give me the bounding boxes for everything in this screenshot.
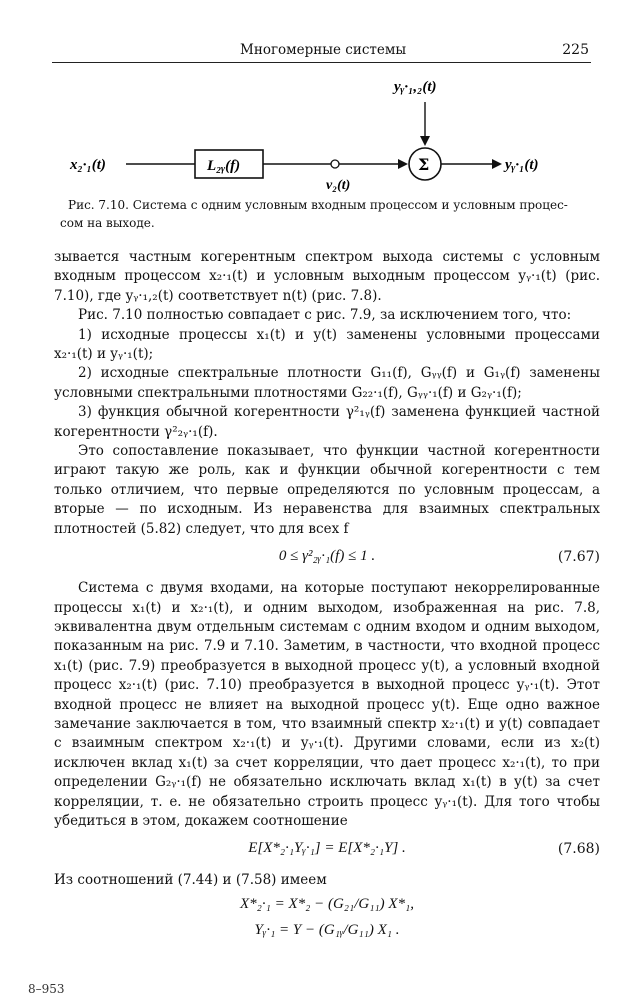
equation-x-star-body: X*₂·₁ = X*₂ − (G₂₁/G₁₁) X*₁,	[239, 895, 415, 912]
list-item-3: 3) функция обычной когерентности γ²₁ᵧ(f) заменена функцией частной когерентности γ²₂ᵧ·₁(f).	[54, 404, 600, 440]
paragraph-3: Это сопоставление показывает, что функции частной когерентности играют такую же роль, как и функции обычной когерентности с тем только отличием, что первые определяются по условным процессам, а вторые — по исходным. Из неравенства для взаимных спектральных плотностей (5.82) следует, что для всех f	[54, 443, 600, 537]
caption-line-2: сом на выходе.	[60, 216, 155, 230]
noise-label: v₂(t)	[326, 178, 351, 193]
paragraph-4: Система с двумя входами, на которые поступают некоррелированные процессы x₁(t) и x₂·₁(t), и одним выходом, изображенная на рис. 7.8, эквивалентна двум отдельным системам с одним входом и одним выходом, показанным на рис. 7.9 и 7.10. Заметим, в частности, что входной процесс x₁(t) (рис. 7.9) преобразуется в выходной процесс y(t), а условный входной процесс x₂·₁(t) (рис. 7.10) преобразуется в выходной процесс yᵧ·₁(t). Этот входной процесс не влияет на выходной процесс y(t). Еще одно важное замечание заключается в том, что взаимный спектр x₂·₁(t) и y(t) совпадает с взаимным спектром x₂·₁(t) и yᵧ·₁(t). Другими словами, если из x₂(t) исключен вклад x₁(t) за счет корреляции, что дает процесс x₂·₁(t), то при определении G₂ᵧ·₁(f) не обязательно исключать вклад x₁(t) в y(t) за счет корреляции, т. е. не обязательно строить процесс yᵧ·₁(t). Для того чтобы убедиться в этом, докажем соотношение	[54, 580, 600, 829]
signature-mark: 8–953	[28, 982, 65, 996]
list-item-1: 1) исходные процессы x₁(t) и y(t) заменены условными процессами x₂·₁(t) и yᵧ·₁(t);	[54, 326, 600, 363]
junction-node	[331, 160, 339, 168]
running-header	[52, 40, 591, 63]
diagram-top-input-label: yᵧ·₁,₂(t)	[394, 79, 437, 95]
paragraph-2: Рис. 7.10 полностью совпадает с рис. 7.9, за исключением того, что:	[78, 307, 572, 324]
summer-symbol: Σ	[418, 155, 430, 174]
body-text	[54, 248, 600, 947]
equation-y-cond	[54, 919, 600, 947]
page-number: 225	[562, 42, 589, 58]
equation-7-68-body: E[X*₂·₁Yᵧ·₁] = E[X*₂·₁Y] .	[248, 840, 406, 857]
equation-7-68-number: (7.68)	[557, 841, 600, 858]
top-input-arrowhead	[420, 136, 430, 146]
list-item-2: 2) исходные спектральные плотности G₁₁(f), Gᵧᵧ(f) и G₁ᵧ(f) заменены условными спектральными плотностями G₂₂·₁(f), Gᵧᵧ·₁(f) и G₂ᵧ·₁(f);	[54, 365, 600, 401]
equation-y-cond-body: Yᵧ·₁ = Y − (G₁ᵧ/G₁₁) X₁ .	[254, 921, 400, 938]
figure-caption	[60, 196, 600, 232]
equation-x-star	[54, 891, 600, 919]
running-title: Многомерные системы	[240, 42, 407, 58]
equation-7-67-body: 0 ≤ γ²₂ᵧ·₁(f) ≤ 1 .	[278, 548, 376, 565]
paragraph-5: Из соотношений (7.44) и (7.58) имеем	[54, 872, 327, 889]
equation-7-67-number: (7.67)	[557, 549, 600, 566]
block-diagram	[60, 74, 590, 194]
caption-line-1: Рис. 7.10. Система с одним условным входным процессом и условным процес-	[68, 198, 568, 212]
diagram-output-label: yᵧ·₁(t)	[505, 157, 539, 173]
equation-7-67	[54, 539, 600, 579]
paragraph-1: зывается частным когерентным спектром выхода системы с условным входным процессом x₂·₁(t) и условным выходным процессом yᵧ·₁(t) (рис. 7.10), где yᵧ·₁,₂(t) соответствует n(t) (рис. 7.8).	[54, 249, 600, 304]
summer-arrowhead	[398, 159, 408, 169]
diagram-input-label: x₂·₁(t)	[70, 157, 106, 173]
filter-label: L₂ᵧ(f)	[207, 158, 241, 174]
equation-7-68	[54, 831, 600, 871]
output-arrowhead	[492, 159, 502, 169]
